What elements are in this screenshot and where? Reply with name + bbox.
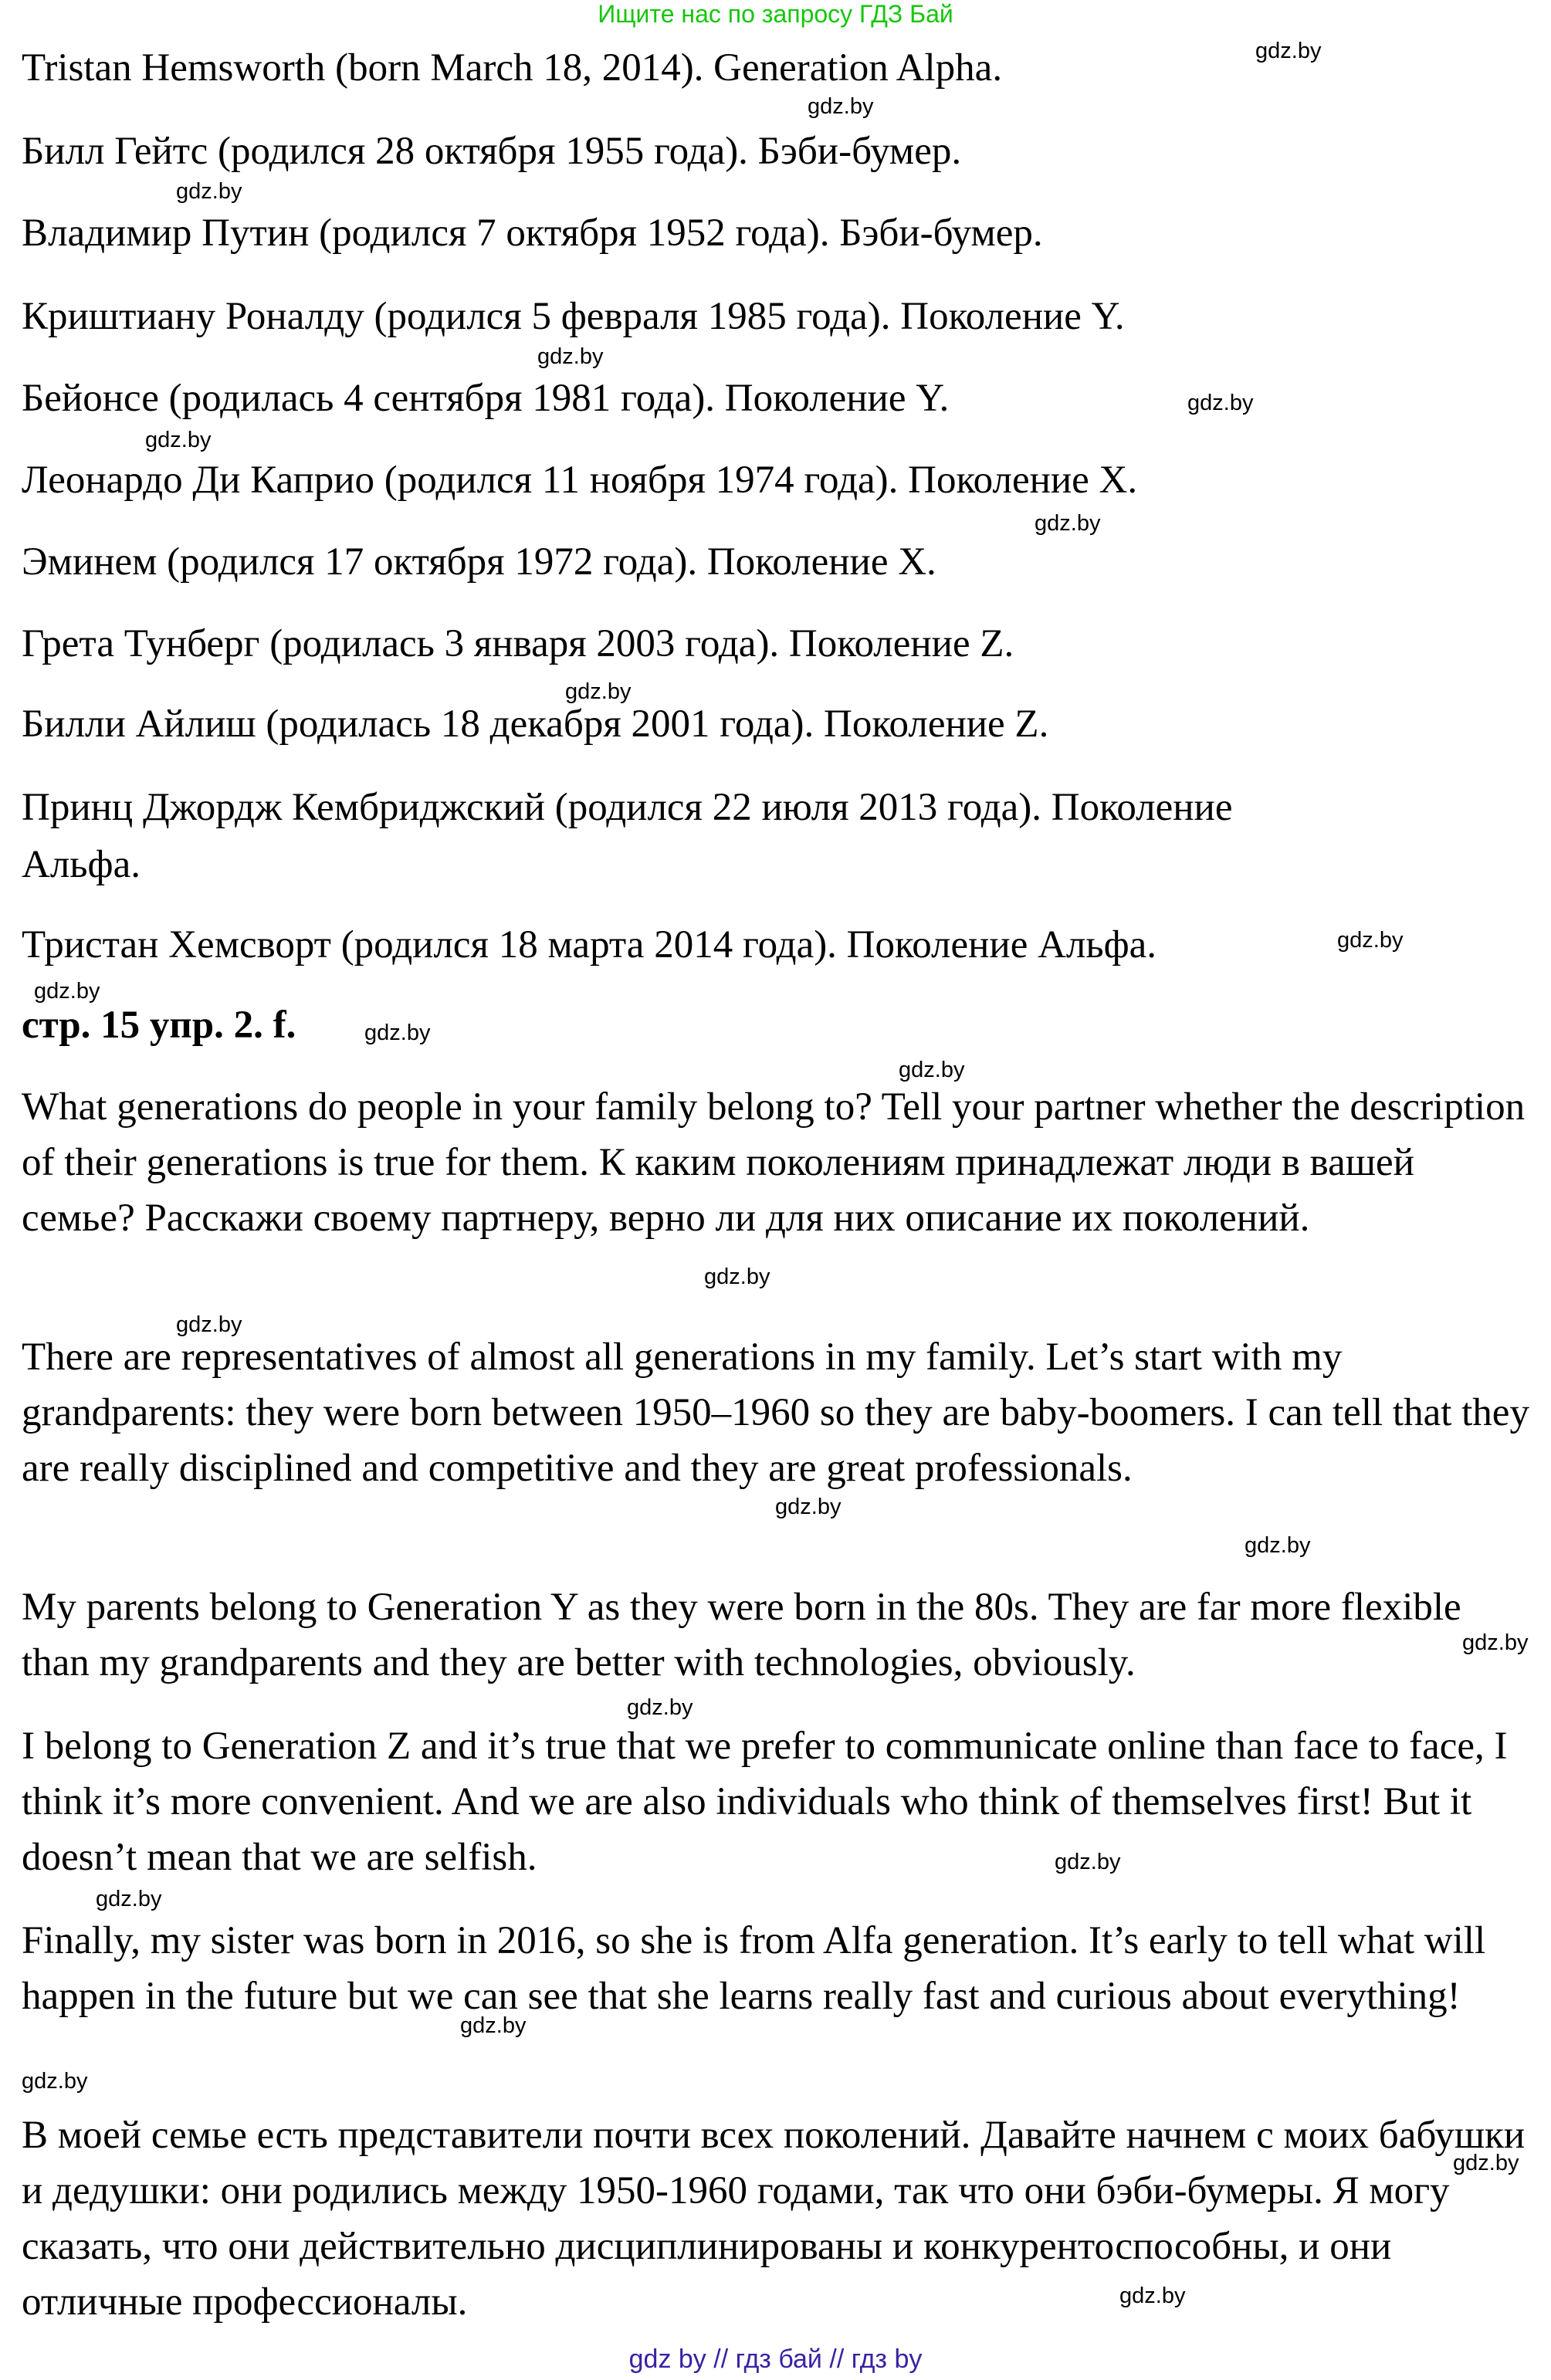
watermark: gdz.by: [1462, 1630, 1529, 1655]
watermark: gdz.by: [176, 1312, 242, 1337]
watermark: gdz.by: [1119, 2284, 1186, 2308]
watermark: gdz.by: [1255, 39, 1322, 63]
site-banner: Ищите нас по запросу ГДЗ Бай: [598, 0, 953, 28]
list-item: Тристан Хемсворт (родился 18 марта 2014 года). Поколение Альфа.: [22, 923, 1157, 967]
watermark: gdz.by: [627, 1695, 693, 1720]
list-item: Tristan Hemsworth (born March 18, 2014). Generation Alpha.: [22, 46, 1003, 90]
watermark: gdz.by: [1187, 391, 1254, 415]
footer-links: gdz by // гдз бай // гдз by: [628, 2344, 923, 2374]
watermark: gdz.by: [96, 1887, 162, 1911]
list-item: Эминем (родился 17 октября 1972 года). Поколение X.: [22, 540, 936, 584]
answer-paragraph: There are representatives of almost all generations in my family. Let’s start with my grandparents: they were born between 1950–1960 so they are baby-boomers. I can tell that they are really disciplined and competitive and they are great professionals.: [22, 1336, 1529, 1490]
task-paragraph: What generations do people in your family belong to? Tell your partner whether the description of their generations is true for them. К каким поколениям принадлежат люди в вашей семье? Расскажи своему партнеру, верно ли для них описание их поколений.: [22, 1085, 1526, 1240]
list-item: Альфа.: [22, 843, 141, 886]
watermark: gdz.by: [1035, 511, 1101, 536]
watermark: gdz.by: [34, 979, 100, 1004]
translation-paragraph: В моей семье есть представители почти всех поколений. Давайте начнем с моих бабушки и дедушки: они родились между 1950-1960 годами, так что они бэби-бумеры. Я могу сказать, что они действительно дисциплинированы и конкурентоспособны, и они отличные профессионалы.: [22, 2114, 1526, 2324]
list-item: Принц Джордж Кембриджский (родился 22 июля 2013 года). Поколение: [22, 786, 1233, 829]
answer-paragraph: Finally, my sister was born in 2016, so she is from Alfa generation. It’s early to tell what will happen in the future but we can see that she learns really fast and curious about everything!: [22, 1919, 1486, 2018]
list-item: Криштиану Роналду (родился 5 февраля 1985 года). Поколение Y.: [22, 295, 1125, 338]
answer-paragraph: My parents belong to Generation Y as they were born in the 80s. They are far more flexible than my grandparents and they are better with technologies, obviously.: [22, 1586, 1461, 1684]
watermark: gdz.by: [460, 2013, 527, 2038]
watermark: gdz.by: [1453, 2151, 1519, 2175]
watermark: gdz.by: [704, 1264, 770, 1289]
exercise-heading: стр. 15 упр. 2. f.: [22, 1004, 296, 1047]
watermark: gdz.by: [899, 1058, 965, 1082]
watermark: gdz.by: [1055, 1850, 1121, 1874]
list-item: Владимир Путин (родился 7 октября 1952 года). Бэби-бумер.: [22, 212, 1043, 255]
watermark: gdz.by: [775, 1495, 842, 1519]
answer-paragraph: I belong to Generation Z and it’s true that we prefer to communicate online than face to face, I think it’s more convenient. And we are also individuals who think of themselves first! But it doesn’t mean that we are selfish.: [22, 1725, 1508, 1879]
watermark: gdz.by: [176, 179, 242, 204]
watermark: gdz.by: [1337, 928, 1404, 953]
list-item: Грета Тунберг (родилась 3 января 2003 года). Поколение Z.: [22, 622, 1014, 665]
watermark: gdz.by: [1245, 1533, 1311, 1558]
list-item: Билли Айлиш (родилась 18 декабря 2001 года). Поколение Z.: [22, 702, 1049, 746]
watermark: gdz.by: [537, 344, 604, 369]
watermark: gdz.by: [22, 2069, 88, 2094]
list-item: Билл Гейтс (родился 28 октября 1955 года). Бэби-бумер.: [22, 130, 962, 173]
list-item: Бейонсе (родилась 4 сентября 1981 года). Поколение Y.: [22, 377, 950, 420]
watermark: gdz.by: [565, 679, 632, 704]
watermark: gdz.by: [808, 94, 874, 119]
watermark: gdz.by: [145, 428, 212, 452]
list-item: Леонардо Ди Каприо (родился 11 ноября 1974 года). Поколение X.: [22, 459, 1138, 502]
watermark: gdz.by: [364, 1021, 431, 1045]
